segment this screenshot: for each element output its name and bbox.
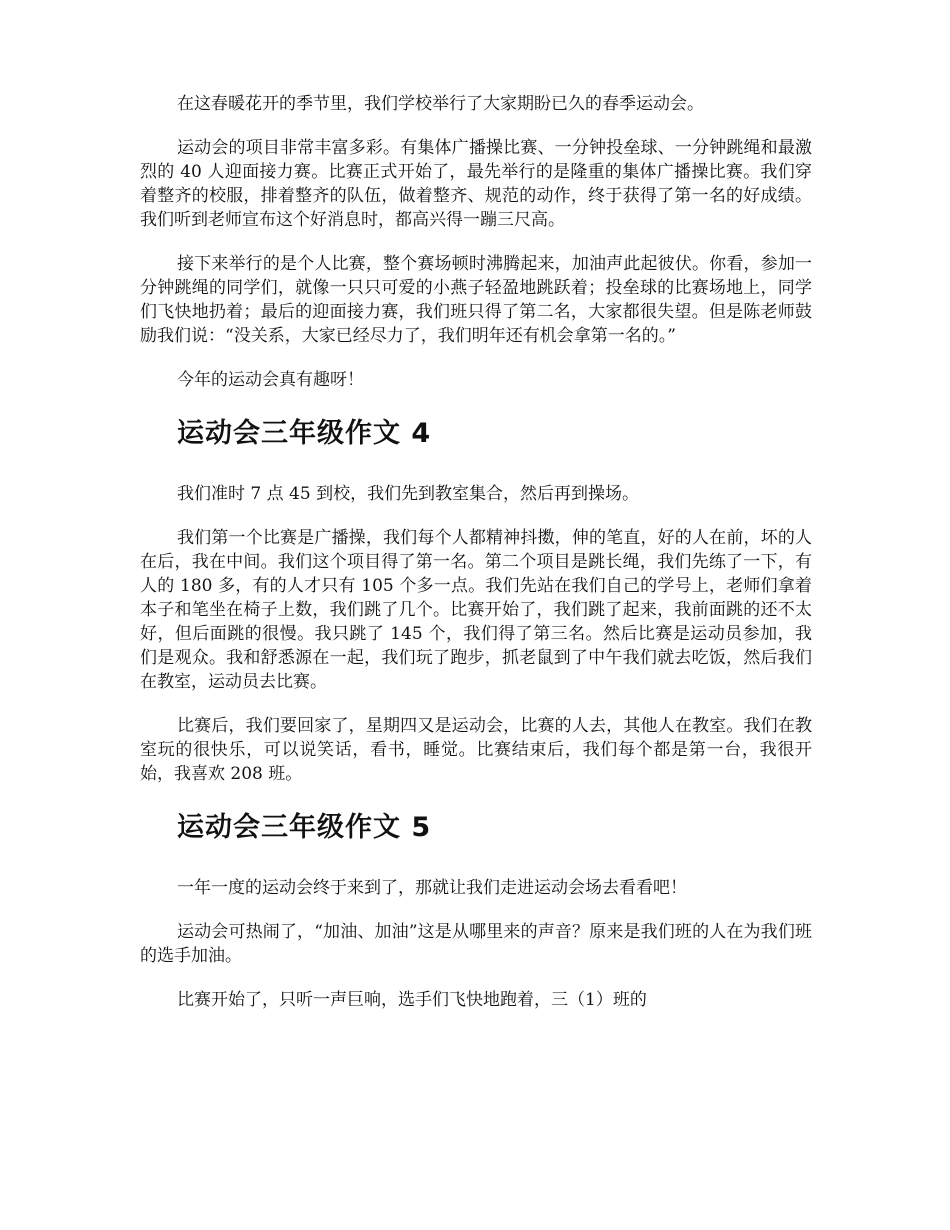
paragraph: 运动会的项目非常丰富多彩。有集体广播操比赛、一分钟投垒球、一分钟跳绳和最激烈的 40 人迎面接力赛。比赛正式开始了，最先举行的是隆重的集体广播操比赛。我们穿着整齐的校服，排着整齐的队伍，做着整齐、规范的动作，终于获得了第一名的好成绩。我们听到老师宣布这个好消息时，都高兴得一蹦三尺高。	[140, 138, 812, 230]
paragraph: 我们准时 7 点 45 到校，我们先到教室集合，然后再到操场。	[177, 484, 640, 504]
essay-section-5	[140, 806, 812, 1012]
paragraph: 比赛开始了，只听一声巨响，选手们飞快地跑着，三（1）班的	[177, 990, 647, 1010]
paragraph: 我们第一个比赛是广播操，我们每个人都精神抖擞，伸的笔直，好的人在前，坏的人在后，我在中间。我们这个项目得了第一名。第二个项目是跳长绳，我们先练了一下，有人的 180 多，有的人才只有 105 个多一点。我们先站在我们自己的学号上，老师们拿着本子和笔坐在椅子上数，我们跳了几个。比赛开始了，我们跳了起来，我前面跳的还不太好，但后面跳的很慢。我只跳了 145 个，我们得了第三名。然后比赛是运动员参加，我们是观众。我和舒悉源在一起，我们玩了跑步，抓老鼠到了中午我们就去吃饭，然后我们在教室，运动员去比赛。	[140, 528, 812, 692]
essay-section-3-tail	[140, 92, 812, 392]
paragraph: 运动会可热闹了，“加油、加油”这是从哪里来的声音？原来是我们班的人在为我们班的选手加油。	[140, 922, 812, 966]
paragraph: 在这春暖花开的季节里，我们学校举行了大家期盼已久的春季运动会。	[177, 94, 704, 114]
paragraph: 比赛后，我们要回家了，星期四又是运动会，比赛的人去，其他人在教室。我们在教室玩的很快乐，可以说笑话，看书，睡觉。比赛结束后，我们每个都是第一台，我很开始，我喜欢 208 班。	[140, 716, 812, 784]
essay-section-4	[140, 412, 812, 786]
document-page	[140, 92, 812, 1032]
section-heading: 运动会三年级作文 4	[177, 418, 432, 449]
paragraph: 今年的运动会真有趣呀！	[177, 370, 364, 390]
section-heading: 运动会三年级作文 5	[177, 812, 432, 843]
paragraph: 接下来举行的是个人比赛，整个赛场顿时沸腾起来，加油声此起彼伏。你看，参加一分钟跳绳的同学们，就像一只只可爱的小燕子轻盈地跳跃着；投垒球的比赛场地上，同学们飞快地扔着；最后的迎面接力赛，我们班只得了第二名，大家都很失望。但是陈老师鼓励我们说：“没关系，大家已经尽力了，我们明年还有机会拿第一名的。”	[140, 254, 812, 346]
paragraph: 一年一度的运动会终于来到了，那就让我们走进运动会场去看看吧！	[177, 878, 687, 898]
